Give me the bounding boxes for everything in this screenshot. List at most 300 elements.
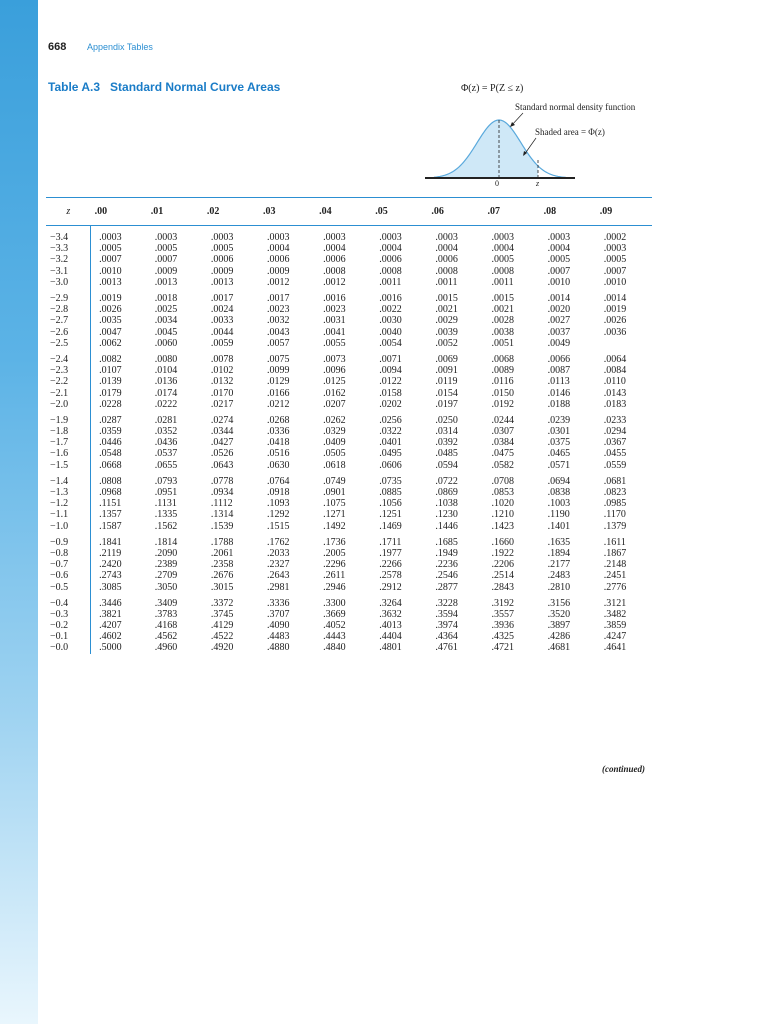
area-cell: .3156 xyxy=(547,597,571,609)
area-cell: .0047 xyxy=(99,326,122,338)
area-cell: .0041 xyxy=(323,326,346,338)
area-cell: .4286 xyxy=(547,631,571,643)
area-cell: .4960 xyxy=(154,642,178,654)
table-row xyxy=(46,327,652,338)
normal-curve-areas-table xyxy=(46,197,652,654)
area-cell: .0207 xyxy=(323,398,346,410)
area-cell: .0274 xyxy=(210,414,234,426)
area-cell: .0003 xyxy=(603,243,627,255)
area-cell: .0006 xyxy=(210,254,234,266)
area-cell: .0150 xyxy=(491,387,514,399)
area-cell: .4052 xyxy=(323,620,346,632)
area-cell: .0087 xyxy=(547,365,571,377)
area-cell: .0003 xyxy=(547,232,571,244)
area-cell: .3520 xyxy=(547,608,571,620)
area-cell: .0089 xyxy=(491,365,514,377)
area-cell: .1492 xyxy=(323,520,346,532)
area-cell: .4840 xyxy=(323,642,346,654)
area-cell: .0008 xyxy=(323,265,346,277)
area-cell: .0749 xyxy=(323,475,346,487)
area-cell: .0228 xyxy=(99,398,122,410)
z-value-cell: −1.9 xyxy=(46,410,91,426)
area-cell: .5000 xyxy=(99,642,122,654)
area-cell: .1685 xyxy=(435,536,458,548)
area-cell: .0571 xyxy=(547,459,571,471)
area-cell: .0606 xyxy=(379,459,402,471)
area-cell: .0006 xyxy=(266,254,290,266)
area-cell: .0526 xyxy=(210,448,234,460)
area-cell: .0934 xyxy=(210,487,234,499)
area-cell: .0091 xyxy=(435,365,458,377)
area-cell: .3594 xyxy=(435,608,458,620)
table-row xyxy=(46,631,652,642)
phi-formula: Φ(z) = P(Z ≤ z) xyxy=(461,83,524,94)
area-cell: .4641 xyxy=(603,642,627,654)
table-title-text: Standard Normal Curve Areas xyxy=(110,80,281,94)
area-cell: .0436 xyxy=(154,437,178,449)
column-header: .08 xyxy=(540,198,596,226)
area-cell: .4443 xyxy=(323,631,346,643)
area-cell: .4602 xyxy=(99,631,122,643)
area-cell: .1977 xyxy=(379,547,402,559)
area-cell: .0054 xyxy=(379,337,402,349)
area-cell: .0244 xyxy=(491,414,514,426)
area-cell: .1814 xyxy=(154,536,178,548)
area-cell: .0014 xyxy=(547,293,571,305)
area-cell: .0537 xyxy=(154,448,178,460)
area-cell: .0869 xyxy=(435,487,458,499)
shaded-area-label: Shaded area = Φ(z) xyxy=(535,127,605,137)
area-cell: .4920 xyxy=(210,642,234,654)
area-cell: .1038 xyxy=(435,498,458,510)
area-cell: .0170 xyxy=(210,387,234,399)
area-cell: .0019 xyxy=(99,293,122,305)
z-value-cell: −3.0 xyxy=(46,277,91,288)
area-cell: .0630 xyxy=(266,459,290,471)
area-cell: .0006 xyxy=(323,254,346,266)
z-value-cell: −3.1 xyxy=(46,266,91,277)
tick-zero: 0 xyxy=(495,179,499,188)
column-header: .03 xyxy=(259,198,315,226)
area-cell: .1515 xyxy=(266,520,290,532)
area-cell: .4090 xyxy=(266,620,290,632)
area-cell: .1562 xyxy=(154,520,178,532)
area-cell: .1131 xyxy=(154,498,177,510)
table-title xyxy=(48,80,280,94)
area-cell: .0307 xyxy=(491,426,514,438)
area-cell: .0409 xyxy=(323,437,346,449)
area-cell: .0885 xyxy=(379,487,402,499)
area-cell: .0901 xyxy=(323,487,346,499)
area-cell: .2148 xyxy=(603,559,627,571)
z-value-cell: −1.8 xyxy=(46,426,91,437)
area-cell: .0104 xyxy=(154,365,178,377)
z-value-cell: −1.1 xyxy=(46,509,91,520)
table-row xyxy=(46,581,652,592)
area-cell: .1401 xyxy=(547,520,571,532)
column-header: .02 xyxy=(203,198,259,226)
area-cell: .0336 xyxy=(266,426,290,438)
area-cell: .0005 xyxy=(210,243,234,255)
area-cell: .0003 xyxy=(323,232,346,244)
column-header: .07 xyxy=(483,198,539,226)
z-value-cell: −1.6 xyxy=(46,448,91,459)
table-header-row xyxy=(46,198,652,226)
z-value-cell: −2.1 xyxy=(46,387,91,398)
area-cell: .1711 xyxy=(379,536,402,548)
z-value-cell: −0.4 xyxy=(46,593,91,609)
table-row xyxy=(46,288,652,304)
area-cell: .2483 xyxy=(547,570,571,582)
area-cell: .0010 xyxy=(547,276,571,288)
area-cell: .0045 xyxy=(154,326,178,338)
area-cell: .1635 xyxy=(547,536,571,548)
area-cell: .3121 xyxy=(603,597,627,609)
area-cell: .0548 xyxy=(99,448,122,460)
area-cell: .3974 xyxy=(435,620,458,632)
area-cell: .0008 xyxy=(379,265,402,277)
area-cell: .2912 xyxy=(379,581,402,593)
area-cell: .0003 xyxy=(491,232,514,244)
area-cell: .2946 xyxy=(323,581,346,593)
column-header: .06 xyxy=(427,198,483,226)
area-cell: .0951 xyxy=(154,487,178,499)
area-cell: .1093 xyxy=(266,498,290,510)
area-cell: .0119 xyxy=(435,376,458,388)
table-row xyxy=(46,315,652,326)
area-cell: .2358 xyxy=(210,559,234,571)
z-value-cell: −2.8 xyxy=(46,304,91,315)
area-cell: .0294 xyxy=(603,426,627,438)
area-cell: .0023 xyxy=(266,304,290,316)
area-cell: .4483 xyxy=(266,631,290,643)
area-cell: .0113 xyxy=(547,376,570,388)
area-cell: .0968 xyxy=(99,487,122,499)
table-row xyxy=(46,498,652,509)
area-cell: .0026 xyxy=(603,315,627,327)
area-cell: .0668 xyxy=(99,459,122,471)
area-cell: .0012 xyxy=(323,276,346,288)
area-cell: .0735 xyxy=(379,475,402,487)
table-row xyxy=(46,226,652,244)
area-cell: .0793 xyxy=(154,475,178,487)
area-cell: .1762 xyxy=(266,536,290,548)
area-cell: .0020 xyxy=(547,304,571,316)
area-cell: .1379 xyxy=(603,520,627,532)
area-cell: .0495 xyxy=(379,448,402,460)
area-cell: .4168 xyxy=(154,620,178,632)
z-value-cell: −0.0 xyxy=(46,642,91,653)
area-cell: .2877 xyxy=(435,581,458,593)
table-row xyxy=(46,426,652,437)
area-cell: .2119 xyxy=(99,547,122,559)
area-cell: .0015 xyxy=(435,293,458,305)
area-cell: .3707 xyxy=(266,608,290,620)
area-cell: .2420 xyxy=(99,559,122,571)
area-cell: .2327 xyxy=(266,559,290,571)
area-cell: .0853 xyxy=(491,487,514,499)
area-cell: .1922 xyxy=(491,547,514,559)
area-cell: .4681 xyxy=(547,642,571,654)
area-cell: .2033 xyxy=(266,547,290,559)
area-cell: .2514 xyxy=(491,570,514,582)
normal-curve-figure xyxy=(420,76,660,196)
area-cell: .0016 xyxy=(379,293,402,305)
area-cell: .0033 xyxy=(210,315,234,327)
area-cell: .0007 xyxy=(99,254,122,266)
tick-z: z xyxy=(536,179,540,188)
column-header: .05 xyxy=(371,198,427,226)
area-cell: .2546 xyxy=(435,570,458,582)
area-cell: .1251 xyxy=(379,509,402,521)
area-cell: .0778 xyxy=(210,475,234,487)
area-cell: .0066 xyxy=(547,353,571,365)
area-cell: .0250 xyxy=(435,414,458,426)
z-value-cell: −2.5 xyxy=(46,338,91,349)
area-cell: .0116 xyxy=(491,376,514,388)
area-cell: .0359 xyxy=(99,426,122,438)
area-cell: .1949 xyxy=(435,547,458,559)
area-cell: .0322 xyxy=(379,426,402,438)
area-cell: .0166 xyxy=(266,387,290,399)
column-header: .01 xyxy=(147,198,203,226)
z-value-cell: −2.2 xyxy=(46,376,91,387)
area-cell: .0011 xyxy=(435,276,458,288)
area-cell: .0019 xyxy=(603,304,627,316)
area-cell: .0017 xyxy=(266,293,290,305)
area-cell: .0212 xyxy=(266,398,290,410)
area-cell: .2389 xyxy=(154,559,178,571)
area-cell: .0002 xyxy=(603,232,627,244)
area-cell: .0465 xyxy=(547,448,571,460)
z-value-cell: −1.5 xyxy=(46,460,91,471)
table-row xyxy=(46,548,652,559)
area-cell: .0154 xyxy=(435,387,458,399)
area-cell: .3015 xyxy=(210,581,234,593)
area-cell: .0003 xyxy=(210,232,234,244)
area-cell: .2743 xyxy=(99,570,122,582)
area-cell: .0643 xyxy=(210,459,234,471)
area-cell: .1112 xyxy=(210,498,233,510)
area-cell: .0125 xyxy=(323,376,346,388)
z-value-cell: −0.6 xyxy=(46,570,91,581)
area-cell: .1587 xyxy=(99,520,122,532)
z-value-cell: −2.3 xyxy=(46,365,91,376)
area-cell: .0162 xyxy=(323,387,346,399)
area-cell: .1894 xyxy=(547,547,571,559)
area-cell xyxy=(596,338,652,349)
table-row xyxy=(46,243,652,254)
table-row xyxy=(46,642,652,653)
z-column-header: z xyxy=(46,198,91,226)
area-cell: .0352 xyxy=(154,426,178,438)
table-row xyxy=(46,532,652,548)
area-cell: .0107 xyxy=(99,365,122,377)
area-cell: .4364 xyxy=(435,631,458,643)
area-cell: .0005 xyxy=(547,254,571,266)
area-cell: .4562 xyxy=(154,631,178,643)
area-cell: .4013 xyxy=(379,620,402,632)
table-row xyxy=(46,509,652,520)
area-cell: .0071 xyxy=(379,353,402,365)
area-cell: .0006 xyxy=(379,254,402,266)
area-cell: .0028 xyxy=(491,315,514,327)
area-cell: .0009 xyxy=(210,265,234,277)
area-cell: .0136 xyxy=(154,376,178,388)
area-cell: .0475 xyxy=(491,448,514,460)
area-cell: .0030 xyxy=(379,315,402,327)
area-cell: .0060 xyxy=(154,337,178,349)
area-cell: .0003 xyxy=(435,232,458,244)
area-cell: .0031 xyxy=(323,315,346,327)
table-title-label: Table A.3 xyxy=(48,80,101,94)
area-cell: .0055 xyxy=(323,337,346,349)
area-cell: .0021 xyxy=(491,304,514,316)
z-value-cell: −3.4 xyxy=(46,226,91,244)
area-cell: .0808 xyxy=(99,475,122,487)
area-cell: .0073 xyxy=(323,353,346,365)
area-cell: .3783 xyxy=(154,608,178,620)
area-cell: .1210 xyxy=(491,509,514,521)
area-cell: .3821 xyxy=(99,608,122,620)
area-cell: .0064 xyxy=(603,353,627,365)
area-cell: .0594 xyxy=(435,459,458,471)
area-cell: .0485 xyxy=(435,448,458,460)
area-cell: .0013 xyxy=(99,276,122,288)
area-cell: .2296 xyxy=(323,559,346,571)
table-row xyxy=(46,620,652,631)
area-cell: .0256 xyxy=(379,414,402,426)
area-cell: .3936 xyxy=(491,620,514,632)
area-cell: .1170 xyxy=(603,509,626,521)
area-cell: .0268 xyxy=(266,414,290,426)
area-cell: .0375 xyxy=(547,437,571,449)
area-cell: .1075 xyxy=(323,498,346,510)
area-cell: .0188 xyxy=(547,398,571,410)
area-cell: .0618 xyxy=(323,459,346,471)
z-value-cell: −0.5 xyxy=(46,581,91,592)
z-value-cell: −0.1 xyxy=(46,631,91,642)
z-value-cell: −2.0 xyxy=(46,399,91,410)
area-cell: .3745 xyxy=(210,608,234,620)
area-cell: .3228 xyxy=(435,597,458,609)
area-cell: .1469 xyxy=(379,520,402,532)
area-cell: .0344 xyxy=(210,426,234,438)
area-cell: .3557 xyxy=(491,608,514,620)
area-cell: .0722 xyxy=(435,475,458,487)
area-cell: .0082 xyxy=(99,353,122,365)
area-cell: .0197 xyxy=(435,398,458,410)
area-cell: .0057 xyxy=(266,337,290,349)
continued-note: (continued) xyxy=(602,764,646,774)
z-value-cell: −0.8 xyxy=(46,548,91,559)
area-cell: .2090 xyxy=(154,547,178,559)
area-cell: .4129 xyxy=(210,620,234,632)
area-cell: .3632 xyxy=(379,608,402,620)
table-row xyxy=(46,399,652,410)
area-cell: .2709 xyxy=(154,570,178,582)
z-value-cell: −0.7 xyxy=(46,559,91,570)
area-cell: .0007 xyxy=(603,265,627,277)
z-value-cell: −2.9 xyxy=(46,288,91,304)
area-cell: .2266 xyxy=(379,559,402,571)
area-cell: .4761 xyxy=(435,642,458,654)
area-cell: .0455 xyxy=(603,448,627,460)
area-cell: .0004 xyxy=(547,243,571,255)
table-row xyxy=(46,471,652,487)
area-cell: .0146 xyxy=(547,387,571,399)
area-cell: .4404 xyxy=(379,631,402,643)
z-value-cell: −1.7 xyxy=(46,437,91,448)
area-cell: .4207 xyxy=(99,620,122,632)
area-cell: .3446 xyxy=(99,597,122,609)
area-cell: .2843 xyxy=(491,581,514,593)
column-header: .04 xyxy=(315,198,371,226)
area-cell: .0027 xyxy=(547,315,571,327)
table-row xyxy=(46,349,652,365)
area-cell: .1611 xyxy=(603,536,626,548)
z-value-cell: −2.7 xyxy=(46,315,91,326)
table-row xyxy=(46,277,652,288)
area-cell: .0039 xyxy=(435,326,458,338)
area-cell: .0022 xyxy=(379,304,402,316)
area-cell: .0096 xyxy=(323,365,346,377)
area-cell: .1056 xyxy=(379,498,402,510)
area-cell: .0582 xyxy=(491,459,514,471)
area-cell: .0179 xyxy=(99,387,122,399)
area-cell: .0143 xyxy=(603,387,627,399)
area-cell: .0132 xyxy=(210,376,234,388)
table-row xyxy=(46,448,652,459)
table-row xyxy=(46,365,652,376)
area-cell: .0005 xyxy=(491,254,514,266)
z-value-cell: −2.4 xyxy=(46,349,91,365)
area-cell: .0017 xyxy=(210,293,234,305)
table-row xyxy=(46,521,652,532)
area-cell: .0006 xyxy=(435,254,458,266)
page-number: 668 xyxy=(48,41,67,53)
area-cell: .1190 xyxy=(547,509,570,521)
area-cell: .1788 xyxy=(210,536,234,548)
area-cell: .1539 xyxy=(210,520,234,532)
area-cell: .1357 xyxy=(99,509,122,521)
area-cell: .0016 xyxy=(323,293,346,305)
area-cell: .2676 xyxy=(210,570,234,582)
area-cell: .0032 xyxy=(266,315,290,327)
area-cell: .0918 xyxy=(266,487,290,499)
area-cell: .0069 xyxy=(435,353,458,365)
z-value-cell: −0.2 xyxy=(46,620,91,631)
area-cell: .0516 xyxy=(266,448,290,460)
area-cell: .0202 xyxy=(379,398,402,410)
z-value-cell: −3.3 xyxy=(46,243,91,254)
area-cell: .2643 xyxy=(266,570,290,582)
area-cell: .3669 xyxy=(323,608,346,620)
area-cell: .1314 xyxy=(210,509,234,521)
table-row xyxy=(46,304,652,315)
area-cell: .0401 xyxy=(379,437,402,449)
z-value-cell: −1.4 xyxy=(46,471,91,487)
area-cell: .3372 xyxy=(210,597,234,609)
area-cell: .0158 xyxy=(379,387,402,399)
running-head: Appendix Tables xyxy=(87,42,153,52)
area-cell: .0040 xyxy=(379,326,402,338)
table-row xyxy=(46,460,652,471)
area-cell: .0051 xyxy=(491,337,514,349)
area-cell: .0062 xyxy=(99,337,122,349)
area-cell: .0314 xyxy=(435,426,458,438)
area-cell: .0075 xyxy=(266,353,290,365)
